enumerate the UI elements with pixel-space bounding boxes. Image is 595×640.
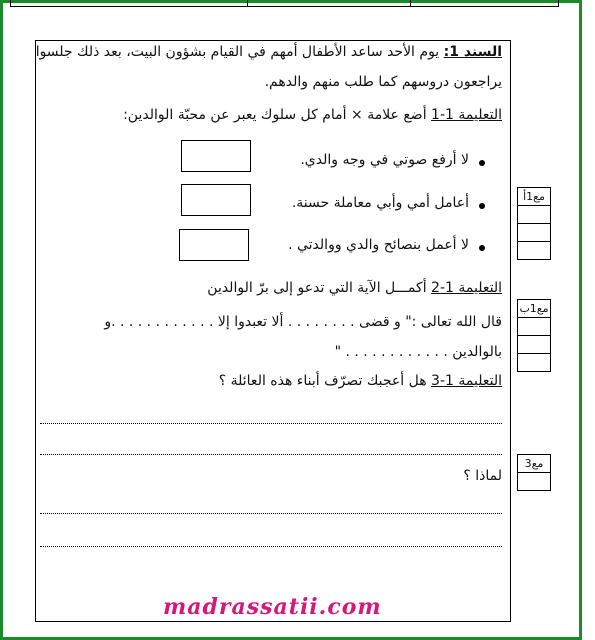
sanad-text-1: يوم الأحد ساعد الأطفال أمهم في القيام بشؤون البيت، بعد ذلك جلسوا bbox=[35, 44, 444, 60]
answer-box-1[interactable] bbox=[181, 140, 251, 172]
q1-instruction bbox=[123, 107, 502, 123]
bullet bbox=[479, 160, 485, 166]
q1-item-1: لا أرفع صوتي في وجه والدي. bbox=[300, 152, 469, 168]
q1-item-3: لا أعمل بنصائح والدي ووالدتي . bbox=[288, 237, 469, 253]
grade-cell[interactable] bbox=[517, 354, 551, 372]
q2-verse-line-1: قال الله تعالى :" و قضى . . . . . . . . ألا تعبدوا إلا . . . . . . . . . . . .و bbox=[104, 314, 502, 330]
criteria-grid-1 bbox=[517, 187, 551, 260]
sanad-label: السند 1: bbox=[443, 44, 502, 60]
answer-box-3[interactable] bbox=[179, 229, 249, 261]
answer-line-3[interactable] bbox=[40, 512, 502, 514]
criteria-grid-3 bbox=[517, 454, 551, 491]
grade-cell[interactable] bbox=[517, 242, 551, 260]
q1-text: أضع علامة × أمام كل سلوك يعبر عن محبّة الوالدين: bbox=[123, 107, 432, 123]
q3-instruction bbox=[219, 373, 502, 389]
q1-item-2: أعامل أمي وأبي معاملة حسنة. bbox=[291, 195, 469, 211]
criteria-label-2: مع1ب bbox=[517, 299, 551, 318]
q3-label: التعليمة 1-3 bbox=[431, 373, 502, 389]
grade-cell[interactable] bbox=[517, 473, 551, 491]
bullet bbox=[479, 203, 485, 209]
q1-label: التعليمة 1-1 bbox=[431, 107, 502, 123]
sanad-line-2: يراجعون دروسهم كما طلب منهم والدهم. bbox=[264, 74, 502, 90]
q2-text: أكمـــل الآية التي تدعو إلى برّ الوالدين bbox=[207, 280, 432, 296]
q2-label: التعليمة 1-2 bbox=[431, 280, 502, 296]
why-label: لماذا ؟ bbox=[463, 468, 502, 484]
answer-line-4[interactable] bbox=[40, 545, 502, 547]
criteria-label-1: مع1أ bbox=[517, 187, 551, 206]
q2-verse-line-2: بالوالدين . . . . . . . . . . . . " bbox=[334, 344, 502, 360]
top-table-remnant bbox=[10, 0, 559, 7]
site-watermark: madrassatii.com bbox=[163, 594, 382, 620]
q3-text: هل أعجبك تصرّف أبناء هذه العائلة ؟ bbox=[218, 373, 432, 389]
grade-cell[interactable] bbox=[517, 206, 551, 224]
criteria-label-3: مع3 bbox=[517, 454, 551, 473]
exercise-box bbox=[35, 40, 511, 622]
q2-instruction bbox=[207, 280, 502, 296]
answer-box-2[interactable] bbox=[181, 184, 251, 216]
bullet bbox=[479, 245, 485, 251]
grade-cell[interactable] bbox=[517, 336, 551, 354]
grade-cell[interactable] bbox=[517, 224, 551, 242]
sanad-line-1 bbox=[36, 44, 502, 60]
criteria-grid-2 bbox=[517, 299, 551, 372]
answer-line-1[interactable] bbox=[40, 422, 502, 424]
answer-line-2[interactable] bbox=[40, 453, 502, 455]
grade-cell[interactable] bbox=[517, 318, 551, 336]
